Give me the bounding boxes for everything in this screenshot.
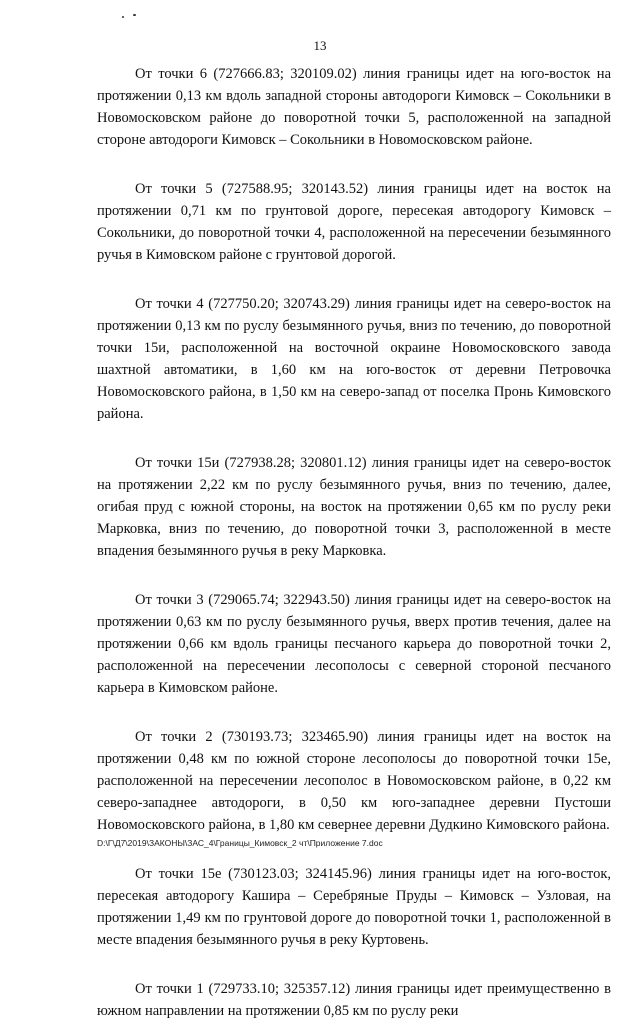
paragraph: От точки 5 (727588.95; 320143.52) линия границы идет на восток на протяжении 0,71 км по грунтовой дороге, пересекая автодорогу Кимовск – Сокольники, до поворотной точки 4, расположенной на пересечении безымянного ручья в Кимовском районе с грунтовой дорогой.: [97, 181, 611, 263]
paragraph: От точки 3 (729065.74; 322943.50) линия границы идет на северо-восток на протяжении 0,63 км по руслу безымянного ручья, вверх против течения, далее на протяжении 0,66 км вдоль границы песчаного карьера до поворотной точки 2, расположенной на пересечении лесополосы с северной стороной песчаного карьера в Кимовском районе.: [97, 592, 611, 696]
document-body: [97, 63, 611, 1022]
paragraph: От точки 6 (727666.83; 320109.02) линия границы идет на юго-восток на протяжении 0,13 км вдоль западной стороны автодороги Кимовск – Сокольники в Новомосковском районе до поворотной точки 5, расположенной на западной стороне автодороги Кимовск – Сокольники в Новомосковском районе.: [97, 66, 611, 148]
footer-file-path: D:\Г\Д7\2019\ЗАКОНЫ\ЗАС_4\Границы_Кимовск_2 чт\Приложение 7.doc: [97, 838, 383, 848]
paragraph: От точки 15и (727938.28; 320801.12) линия границы идет на северо-восток на протяжении 2,22 км по руслу безымянного ручья, вниз по течению, далее, огибая пруд с южной стороны, на восток на протяжении 0,65 км по руслу реки Марковка, вниз по течению, до поворотной точки 3, расположенной в месте впадения безымянного ручья в реку Марковка.: [97, 455, 611, 559]
scan-speck: [133, 14, 136, 16]
scan-speck: [122, 16, 124, 18]
paragraph: От точки 4 (727750.20; 320743.29) линия границы идет на северо-восток на протяжении 0,13 км по руслу безымянного ручья, вниз по течению, до поворотной точки 15и, расположенной на восточной окраине Новомосковского завода шахтной автоматики, в 1,60 км на юго-восток от деревни Петровочка Новомосковского района, в 1,50 км на северо-запад от поселка Пронь Кимовского района.: [97, 296, 611, 422]
paragraph: От точки 15е (730123.03; 324145.96) линия границы идет на юго-восток, пересекая автодорогу Кашира – Серебряные Пруды – Кимовск – Узловая, на протяжении 1,49 км по грунтовой дороге до поворотной точки 1, расположенной в месте впадения безымянного ручья в реку Куртовень.: [97, 866, 611, 948]
paragraph: От точки 2 (730193.73; 323465.90) линия границы идет на восток на протяжении 0,48 км по южной стороне лесополосы до поворотной точки 15е, расположенной на пересечении лесополос в Новомосковском районе, в 0,22 км северо-западнее автодороги, в 0,50 км юго-западнее деревни Пустоши Новомосковского района, в 1,80 км севернее деревни Дудкино Кимовского района.: [97, 729, 611, 833]
paragraph: От точки 1 (729733.10; 325357.12) линия границы идет преимущественно в южном направлении на протяжении 0,85 км по руслу реки: [97, 981, 611, 1019]
page-number: 13: [313, 38, 327, 53]
